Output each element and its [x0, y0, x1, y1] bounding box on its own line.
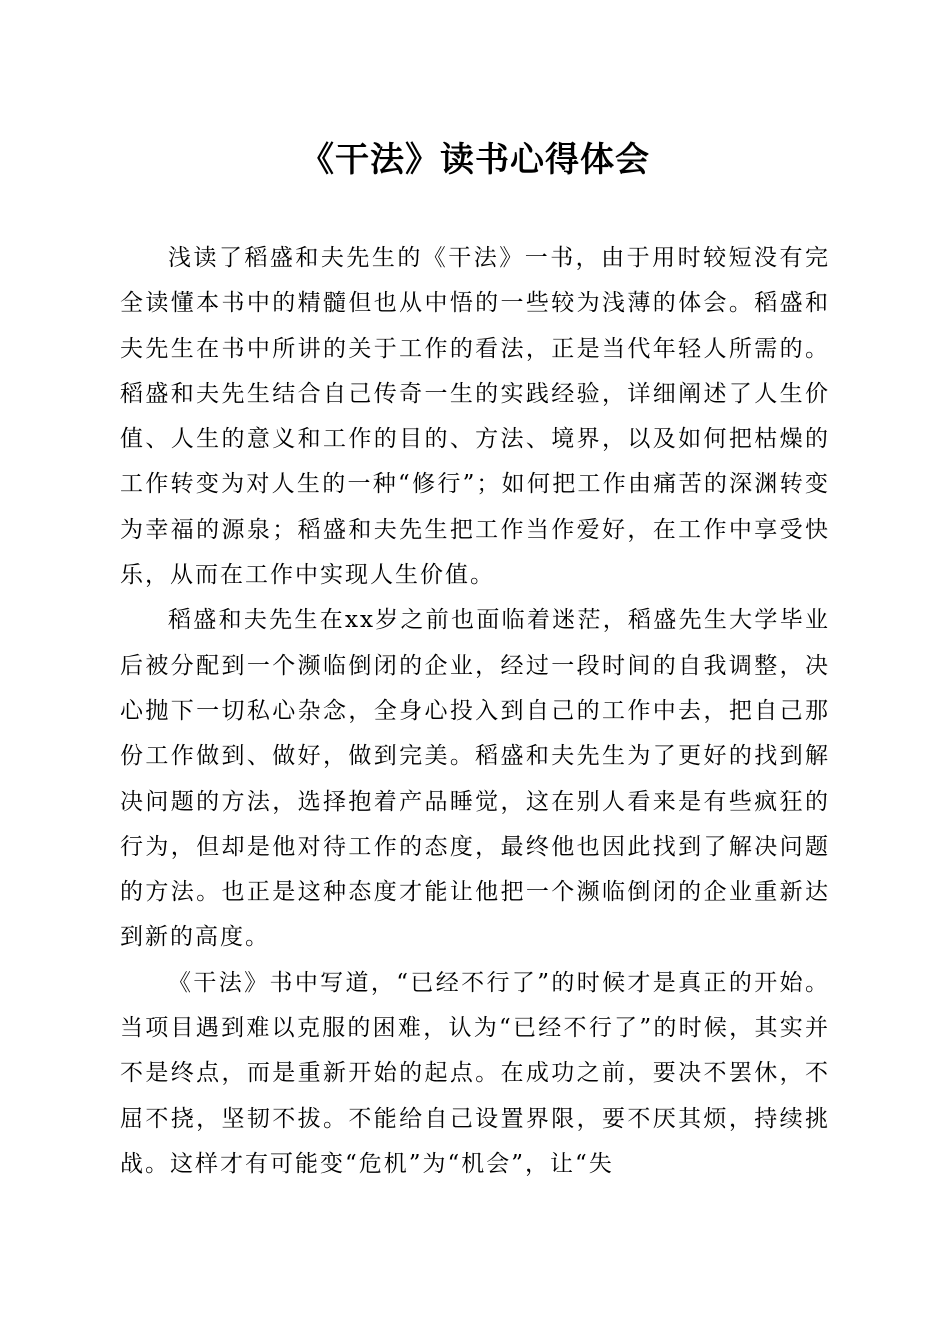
document-title: 《干法》读书心得体会 — [300, 140, 650, 180]
paragraph-1: 浅读了稻盛和夫先生的《干法》一书，由于用时较短没有完全读懂本书中的精髓但也从中悟的一些较为浅薄的体会。稻盛和夫先生在书中所讲的关于工作的看法，正是当代年轻人所需的。稻盛和夫先生结合自己传奇一生的实践经验，详细阐述了人生价值、人生的意义和工作的目的、方法、境界，以及如何把枯燥的工作转变为对人生的一种“修行”；如何把工作由痛苦的深渊转变为幸福的源泉；稻盛和夫先生把工作当作爱好，在工作中享受快乐，从而在工作中实现人生价值。 — [120, 245, 830, 589]
paragraph-3: 《干法》书中写道，“已经不行了”的时候才是真正的开始。当项目遇到难以克服的困难，认为“已经不行了”的时候，其实并不是终点，而是重新开始的起点。在成功之前，要决不罢休，不屈不挠，坚韧不拔。不能给自己设置界限，要不厌其烦，持续挑战。这样才有可能变“危机”为“机会”，让“失 — [120, 969, 830, 1177]
paragraph-2: 稻盛和夫先生在xx岁之前也面临着迷茫，稻盛先生大学毕业后被分配到一个濒临倒闭的企业，经过一段时间的自我调整，决心抛下一切私心杂念，全身心投入到自己的工作中去，把自己那份工作做到、做好，做到完美。稻盛和夫先生为了更好的找到解决问题的方法，选择抱着产品睡觉，这在别人看来是有些疯狂的行为，但却是他对待工作的态度，最终他也因此找到了解决问题的方法。也正是这种态度才能让他把一个濒临倒闭的企业重新达到新的高度。 — [120, 607, 830, 951]
document-body — [120, 236, 830, 1187]
